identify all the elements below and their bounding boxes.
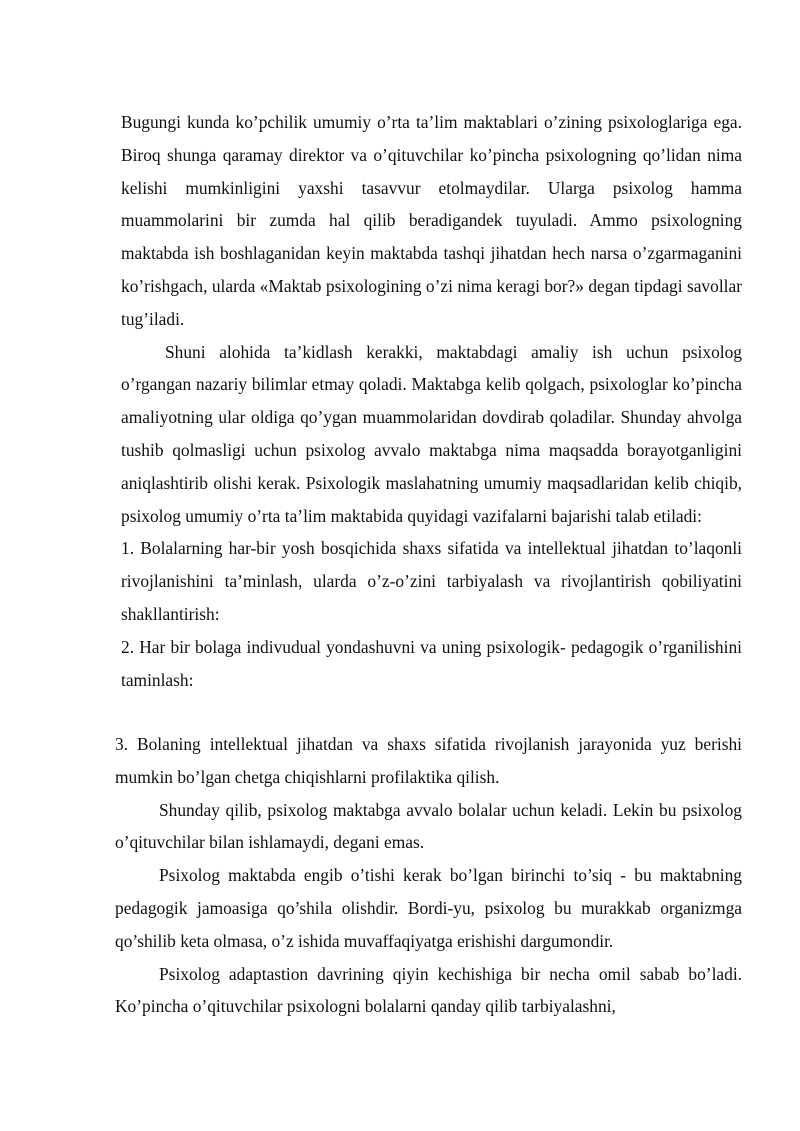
list-item: 1. Bolalarning har-bir yosh bosqichida shaxs sifatida va intellektual jihatdan to’laqonli rivojlanishini ta’minlash, ularda o’z-o’zini tarbiyalash va rivojlantirish qobiliyatini shakllantirish: bbox=[121, 538, 742, 624]
text-block-bottom bbox=[115, 728, 742, 1023]
list-item: 3. Bolaning intellektual jihatdan va shaxs sifatida rivojlanish jarayonida yuz berishi mumkin bo’lgan chetga chiqishlarni profilaktika qilish. bbox=[115, 734, 742, 787]
paragraph: Shuni alohida ta’kidlash kerakki, maktabdagi amaliy ish uchun psixolog o’rgangan nazariy bilimlar etmay qoladi. Maktabga kelib qolgach, psixologlar ko’pincha amaliyotning ular oldiga qo’ygan muammolaridan dovdirab qoladilar. Shunday ahvolga tushib qolmasligi uchun psixolog avvalo maktabga nima maqsadda borayotganligini aniqlashtirib olishi kerak. Psixologik maslahatning umumiy maqsadlaridan kelib chiqib, psixolog umumiy o’rta ta’lim maktabida quyidagi vazifalarni bajarishi talab etiladi: bbox=[121, 341, 742, 526]
paragraph: Psixolog maktabda engib o’tishi kerak bo’lgan birinchi to’siq - bu maktabning pedagogik jamoasiga qo’shila olishdir. Bordi-yu, psixolog bu murakkab organizmga qo’shilib keta olmasa, o’z ishida muvaffaqiyatga erishishi dargumondir. bbox=[115, 865, 742, 951]
paragraph: Shunday qilib, psixolog maktabga avvalo bolalar uchun keladi. Lekin bu psixolog o’qituvchilar bilan ishlamaydi, degani emas. bbox=[115, 799, 742, 853]
paragraph: Bugungi kunda ko’pchilik umumiy o’rta ta’lim maktablari o’zining psixologlariga ega. Biroq shunga qaramay direktor va o’qituvchilar ko’pincha psixologning qo’lidan nima kelishi mumkinligini yaxshi tasavvur etolmaydilar. Ularga psixolog hamma muammolarini bir zumda hal qilib beradigandek tuyuladi. Ammo psixologning maktabda ish boshlaganidan keyin maktabda tashqi jihatdan hech narsa o’zgarmaganini ko’rishgach, ularda «Maktab psixologining o’zi nima keragi bor?» degan tipdagi savollar tug’iladi. bbox=[121, 112, 742, 329]
text-block-top bbox=[121, 106, 742, 696]
paragraph: Psixolog adaptastion davrining qiyin kechishiga bir necha omil sabab bo’ladi. Ko’pincha o’qituvchilar psixologni bolalarni qanday qilib tarbiyalashni, bbox=[115, 963, 742, 1017]
list-item: 2. Har bir bolaga indivudual yondashuvni va uning psixologik- pedagogik o’rganilishini taminlash: bbox=[121, 636, 742, 690]
